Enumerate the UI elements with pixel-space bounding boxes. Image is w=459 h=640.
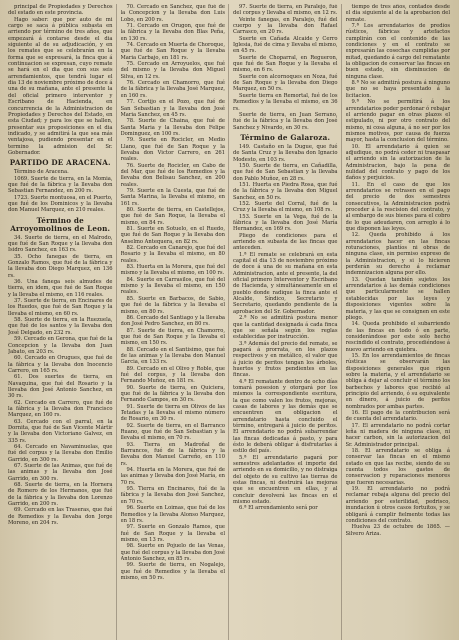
paragraph: 81. Suerte en Sotuelo, en el Ruedo, que fué de San Roque y la llevaba don Anselmo Antequera, en 82 rs. — [120, 226, 225, 245]
paragraph: 6.ª El arrendamiento será por — [239, 505, 318, 512]
column-3 — [233, 4, 342, 640]
paragraph: 60. Cercado en Orugues, que fué de la fábrica y la llevaba don Inocencio Carrero, en 165 rs. — [8, 355, 113, 374]
paragraph: Veinte fanegas, en Paralejo, fué del cuerpo y la llevaba don Rafael Carrasco, en 20 rs. — [233, 16, 338, 36]
paragraph: 97. Suerte en Gonzalo Ramos, que fué de San Roque y la llevaba el mismo, en 13 rs. — [120, 524, 225, 543]
paragraph: 97. Suerte de tierra, en Paralejo, fué del corpus y llevaba el mismo, en 12 rs. — [233, 4, 338, 17]
paragraph: 151. Huerta en Piedra Rosa, que fué de la fábrica y la llevaba don Miguel Sanchez, en 50 rs. — [233, 181, 338, 201]
paragraph: 90. Suerte de tierra, en Quiciera, que fué de la fábrica y la llevaba don Fernando Campos, en 30 rs. — [120, 384, 225, 404]
paragraph: 87. Suerte de tierra, en Chamorro, que fué de San Roque y la llevaba el mismo, en 150 rs. — [120, 327, 225, 347]
paragraph: 64. Cercado en Navaminuelas, que fué del corpus y la llevaba don Emilio Garrido, en 300 rs. — [8, 444, 113, 463]
paragraph: 15. En los arrendamientos de fincas rústicas se observarán las disposiciones generales que rigen sobre la materia, y el arrendatario se obliga á dejar al concluir el término los barbechos y labores que recibió al principio del arriendo, ó su equivalente en dinero, á juicio de peritos nombrados por ambas partes. — [345, 352, 450, 410]
paragraph: 76. Suerte de Rocicler, en Cabo de del Mar, que fué de los Remedios y la llevaba don Belisau Sanchez, en 200 reales. — [120, 162, 225, 188]
paragraph: Suerte tierra en Remortal, fué de los Remedios y la llevaba el mismo, en 36 rs. — [233, 92, 338, 112]
paragraph: 85. Suerte en Barbacos, de Sabio, que fué de la fábrica y la llevaba el mismo, en 80 rs. — [120, 295, 225, 315]
paragraph: 79. Suerte en Rocicler, en Medio Llano, que fué de San Roque y la llevaba don Victor Carrero, en 261 reales. — [120, 137, 225, 163]
paragraph: Término de Aracena. — [14, 169, 69, 176]
paragraph: 59. Cercado en Gerona, que fué de la Concepcion y la llevaba don Juan Jabato, en 203 rs. — [8, 336, 113, 355]
paragraph: 71. Cercado en Orugon, que fué de la fábrica y la llevaba don Blas Peña, en 130 rs. — [120, 23, 225, 42]
column-2 — [121, 4, 230, 640]
paragraph: 62. Cercado en Carrero, que fué de la fábrica y la llevaba don Francisco Marquez, en 160 rs. — [8, 399, 113, 419]
paragraph: 96. Suerte en Loimas, que fué de los Remedios y la llevaba Alonso Marquez, en 18 rs. — [120, 505, 225, 524]
section-heading: Término de Galaroza. — [240, 132, 331, 142]
column-1 — [8, 4, 117, 640]
paragraph: 1723. Suerte montuosa, en el Puerto, que fué de los Dominicos y la llevaba don Manuel Marquez, en 210 reales. — [8, 194, 113, 214]
paragraph: 11. En el caso de que los arrendatarios se retrasen en el pago del precio de dos semestres consecutivos, la Administracion podrá proceder á la rescision del contrato, y al embargo de sus bienes para el cobro de lo que adeudaren, con arreglo á lo que disponen las leyes. — [345, 181, 450, 233]
paragraph: 1.ª El remate se celebrará en esta capital el dia 13 de noviembre próximo de doce á una de su mañana en esta Administracion, ante el presente, la del oficial primero Interventor y Escribano de Hacienda, y simultáneamente en el pueblo donde radique la finca ante el Alcalde, Síndico, Secretario y Secretario, quedando pendiente de la aprobacion del Sr. Gobernador. — [233, 251, 338, 315]
paragraph: 91. Suerte de tierra en Olivos de las Tetadas y la llevaba el mismo número de Rosario, en 30 rs. — [120, 403, 225, 423]
column-4 — [346, 4, 454, 640]
paragraph: 35. Ocho fanegas de tierra, en Gonzalo Ramos, que fué de la fábrica y la llevaba don Diego Marquez, en 136 rs. — [8, 253, 113, 279]
paragraph: 67. Suerte de las Animas, que fué de las animas y la llevaba don José Garrido, en 300 rs. — [8, 463, 113, 482]
paragraph: 63. Cercado con el parral, en la Dornita, que fué de San Vicente Mártir y la llevaba don Victoriano Galvez, en 335 rs. — [8, 418, 113, 444]
paragraph: 94. Huerta en la Morera, que fué de las animas y llevaba don José María, en 70 rs. — [120, 467, 225, 486]
paragraph: principal de Propiedades y Derechos del estado en este provincia. — [8, 4, 113, 17]
paragraph: 78. Suerte de Chaina, que fué de Santa Maria y la llevaba don Felipe Dominguez, en 100 rs. — [120, 118, 225, 137]
paragraph: tiempo de tres años, contados desde el dia siguiente al de la aprobacion del remate. — [345, 4, 450, 23]
paragraph: 18. El arrendatario se obliga á conservar las fincas en el mismo estado en que las recibe, siendo de su cuenta todos los gastos de conservacion y reparaciones menores que fueren necesarias. — [345, 448, 450, 486]
paragraph: 98. Suerte en Pojuelo de las Venas, que fué del corpus y la llevaba don José Antonio Sanchez, en 85 rs. — [120, 543, 225, 562]
paragraph: 69. Cercado en las Traseras, que fué de Remedios y la llevaba don Jorge Moreno, en 204 rs. — [8, 507, 113, 527]
paragraph: 99. Suerte de tierra, en Nogalejo, que fué de Remedios y la llevaba el mismo, en 50 rs. — [120, 562, 225, 581]
paragraph: 2.ª No se admitirá postura menor que la cantidad designada á cada finca que se señala según los reglas establecidas por instrucción. — [233, 315, 338, 341]
paragraph: 10. El arrendatario á quien se adjudique, no podrá ceder ni traspasar el arriendo sin la autorizacion de la Administracion, bajo la pena de nulidad del contrato y pago de los daños y perjuicios. — [345, 143, 450, 182]
paragraph: 3.ª Además del precio del remate, se pagará á prorrata, en los plazos respectivos y en metálico, el valor que á juicio de peritos tengan los árboles, huertos y frutos pendientes en las fincas. — [233, 340, 338, 379]
paragraph: 19. El arrendatario no podrá reclamar rebaja alguna del precio del arriendo por esterilidad, pedrisco, inundacion ú otros casos fortuitos, y se obligará á cumplir fielmente todas las condiciones del contrato. — [345, 486, 450, 524]
paragraph: 76. Cercado en Chamorro, que fué de la fábrica y la llevaba José Marquez, en 160 rs. — [120, 80, 225, 99]
paragraph: 153. Suerte en la Vega, fué de la fábrica y la llevaba don José María Hernandez, en 169 rs. — [233, 213, 338, 233]
paragraph: 9.ª No se permitirá á los arrendatarios poder perdonar ó rebajar el arriendo pagar en otras plazos el estipulado, ni por otro contrato del mismo, ni cosa alguna, á no ser por los mismos motivos, por causa de fuerza mayor, hasta la conclusion del término. — [345, 99, 450, 144]
paragraph: Suerte con alcornoques en Noza, fué de San Roque y la llevaba don Diego Marquez, en 50 rs. — [233, 73, 338, 93]
paragraph: 88. Cercado en el Santisimo, que fué de las animas y la llevaba don Manuel Garcia, en 133 rs. — [120, 346, 225, 366]
paragraph: 5.ª El arrendatario pagará por semestres adelantados el importe del arriendo en su domicilio, y no distraiga del objeto de su cultivo las tierras de estas fincas, ni destruirá las mejoras que se encuentren en ellas, y al concluir devolverá las fincas en el mismo estado. — [233, 454, 338, 506]
paragraph: Suerte de Choparral, en Regueron, que fué de San Roque y la llevaba el mismo, en 6 rs. — [233, 54, 338, 74]
paragraph: 14. Queda prohibido el subarriendo de las fincas en todo ó en parte, considerándose por este solo hecho rescindido el contrato, procediéndose á nuevo arriendo en quiebra. — [345, 321, 450, 353]
paragraph: 7.ª Los arrendatarios de predios rústicos, fábricas y artefactos cumplirán con el contenido de las condiciones y en el contrato se expresarán las cosechas cumplidas por mitad, quedando á cargo del rematante la obligacion de conservar las fincas en buen estado, sin disminucion de ninguna clase. — [345, 23, 450, 80]
paragraph: 16. El pago de la contribucion será de cuenta del arrendatario. — [345, 410, 450, 423]
paragraph: 61. Dos suertes de tierra, en Navaquina, que fué del Rosario y la llevaba don José Antonio Sanchez, en 30 rs. — [8, 374, 113, 400]
paragraph: 37. Suerte de tierra, en Encinares de los Ruedos, que fué de San Roque y la llevaba el mismo, en 60 rs. — [8, 298, 113, 317]
paragraph: 79. Suerte en la Cuesta, que fué de Santa Marina, la llevaba el mismo, en 161 rs. — [120, 187, 225, 207]
section-heading: PARTIDO DE ARACENA. — [9, 158, 111, 168]
paragraph: 95. Tierra en Encinares, fué de la fábrica y la llevaba don José Sanchez, en 70 rs. — [120, 486, 225, 505]
paragraph: 58. Suerte de tierra, en la Ruezuela, que fué de los santos y la llevaba don José Delgado, en 232 rs. — [8, 317, 113, 336]
paragraph: Suerte de tierra, en Juan Serrano, fué de la fábrica y la llevaba don José Sanchez y Nivardo, en 30 rs. — [233, 111, 338, 131]
paragraph: 84. Suerte en Carrasilos, que fué del mismo y la llevaba el mismo, en 150 reales. — [120, 276, 225, 296]
paragraph: 152. Suerte del Corral, fué de la Cruz y la llevaba el mismo, en 108 rs. — [233, 200, 338, 214]
paragraph: 83. Huerta en la Morera, que fué del mismo y la llevaba el mismo, en 100 rs. — [120, 264, 225, 277]
paragraph: 92. Suerte de tierra, en el Barranco Ruano, que fué de San Sebastian y la llevaba el mismo, en 70 rs. — [120, 422, 225, 442]
paragraph: 8.ª No se admitirá postura á ninguno que no se haya presentado á la licitacion. — [345, 80, 450, 99]
paragraph: Pliego de condiciones para el arriendo en subasta de las fincas que anteceden. — [233, 232, 338, 252]
paragraph: 77. Cortijo en el Pozo, que fué de San Sebastian y la llevaba don José Maria Sanchez, en 45 rs. — [120, 99, 225, 118]
paragraph: 149. Castaño en la Dugue, que fué de Santa Cruz y la llevaba don Ignacio Modesto, en 103 rs. — [233, 143, 338, 163]
paragraph: 4.ª El rematante dentro de ocho días tomará posesion y otorgará por los mismos la correspondiente escritura, la que como valen los frutos, mejoras, casas de labores y las demás que se encuentren en obligacion el arrendatario hasta concluido el término, entregará á juicio de peritos. El arrendatario no podrá subarrendar las fincas dedicadas á pasto, y para ésto le deberá obligar á disfrutarlas á estilo del país. — [233, 378, 338, 455]
paragraph: 17. El arrendatario no podrá cortar leña ni madera de ninguna clase, ni hacer carbon, sin la autorizacion del Sr. Administrador principal. — [345, 422, 450, 448]
paragraph: 75. Cercado en Arroyuelos, que fué del mismo y la llevaba don Miguel Silva, en 12 rs. — [120, 61, 225, 80]
paragraph: 74. Cercado en Muerta de Choroque, que fué de San Roque y la llevaba Maria Carbajo, en 181 rs. — [120, 42, 225, 61]
paragraph: 1069. Suerte de tierra, en la Momia, que fué de la fábrica y la llevaba don Sebastian Fernandez, en 200 rs. — [8, 175, 113, 195]
paragraph: Huelva 23 de octubre de 1865. —Silvero Ariza. — [345, 524, 450, 537]
paragraph: 36. Una fanega seis almudes de tierra, en idem, que fué de San Roque y la llevaba el mismo, en 116 reales. — [8, 279, 113, 298]
paragraph: 12. Queda prohibido á los arrendatarios hacer en las fincas roturaciones, plantíos ni obras de ninguna clase, sin permiso expreso de la Administracion, y si lo hicieren perderán su derecho á reclamar indemnizacion alguna por ello. — [345, 232, 450, 277]
paragraph: 82. Cercado en Canarejo, que fué del Rosario y la llevaba el mismo, en 80 reales. — [120, 245, 225, 264]
paragraph: 89. Cercado en el Olivo y Roble, que fué del corpus, y la llevaba don Fernando Muñoz, en 181 rs. — [120, 365, 225, 385]
paragraph: 80. Suerte de tierra, en Castellejos, que fué de San Roque, la llevaba el mismo, en 84 rs. — [120, 207, 225, 226]
paragraph: 13. Quedan también sujetos los arrendatarios á las demás condiciones que particularmente se hallen establecidas por las leyes y disposiciones vigentes sobre la materia, y las que se consignen en este pliego. — [345, 276, 450, 321]
paragraph: 34. Suerte de tierra, en el Malrodo, que fué de San Roque y la llevaba don Isidro Sanchez, en 163 rs. — [8, 234, 113, 254]
section-heading: Término de Arroyomolinos de Leon. — [10, 215, 111, 233]
paragraph: 93. Tierra en Madroñal de Barrancos, fué de la fábrica y la llevaba don Manuel Carreño, en 110 rs. — [120, 441, 225, 467]
paragraph: 150. Suerte de tierra, en Cañadilla, que fué de San Sebastian y la llevaba don Pablo Muñoz, en 28 rs. — [233, 162, 338, 182]
paragraph: Suerte en Cañada Alcaide y Cerro Iglesia, fué de cima y llevaba el mismo, en 45 rs. — [233, 35, 338, 55]
columns — [8, 4, 453, 640]
paragraph: Hago saber: que por auto de mi cargo se saca á pública subasta en arriendo por término de tres años, que empezará á contarse desde el dia siguiente al de su adjudicación, y en los remates que se celebrarán en la forma que se expresará, la finca que á continuacion se expresan, cuyo remate se hará en el dia que con sus seis arrendamientos, que tendrá lugar el dia 13 de noviembre próximo de doce á una de su mañana, ante el presente la del oficial primero interventor y Escribano de Hacienda, en concurrencia de la Administracion de Propiedades y Derechos del Estado, en esta Ciudad; y para los que se hallen, presentar sus proposiciones en el dia indicado, y se admitirá la que sea más ventajosa, pudiendo presentar en el termino la admision del Sr. Gobernador. — [8, 16, 113, 156]
paragraph: 70. Cercado en Sanchez, que fué de la Concepcion y la llevaba don Luis Lobo, en 200 rs. — [120, 4, 225, 23]
paragraph: 68. Suerte de tierra, en la Hornera de Romero de los Hermanos, que fué de la fábrica y la llevaba don Lorenzo Garrido, en 200 rs. — [8, 482, 113, 508]
paragraph: 86. Cercado del Santiago y la llevaba don José Pedro Sanchez, en 80 rs. — [120, 314, 225, 328]
